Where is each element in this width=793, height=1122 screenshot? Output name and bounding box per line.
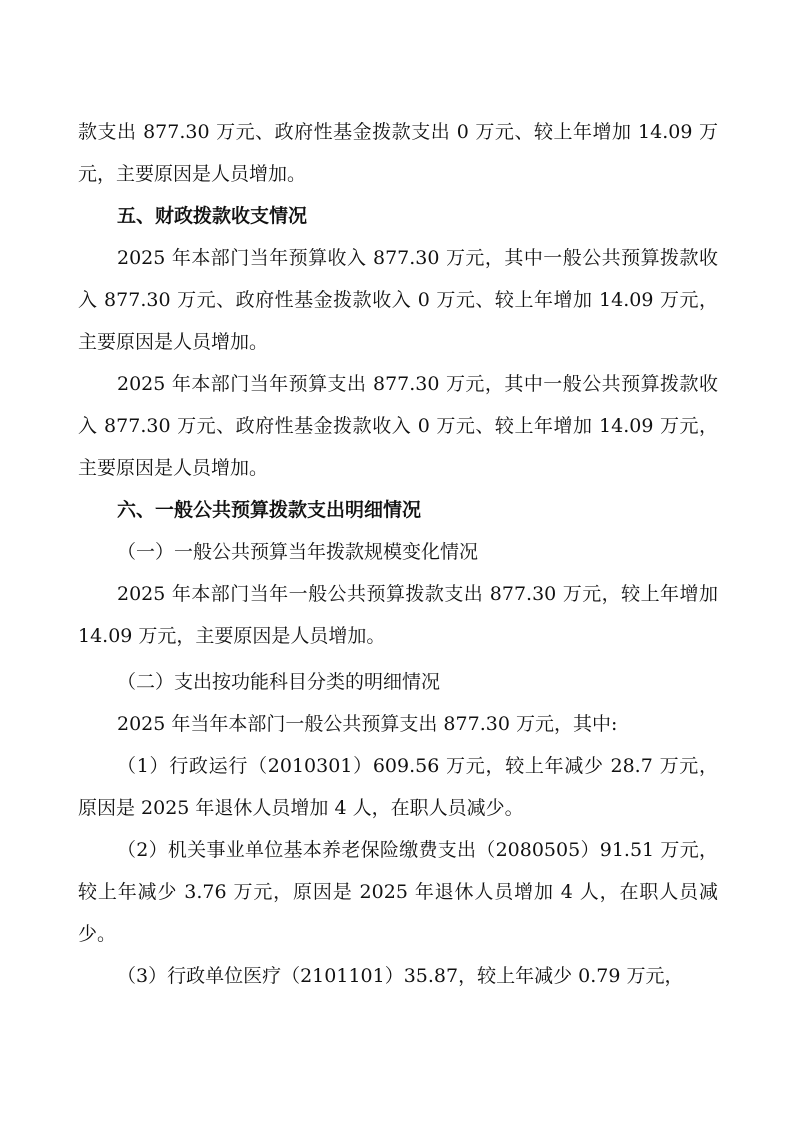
continuation-paragraph: 款支出 877.30 万元、政府性基金拨款支出 0 万元、较上年增加 14.09 万元，主要原因是人员增加。 [78,121,718,185]
list-item-2: （2）机关事业单位基本养老保险缴费支出（2080505）91.51 万元，较上年减少 3.76 万元，原因是 2025 年退休人员增加 4 人，在职人员减少。 [78,839,718,945]
list-item-1: （1）行政运行（2010301）609.56 万元，较上年减少 28.7 万元，原因是 2025 年退休人员增加 4 人，在职人员减少。 [78,755,718,819]
section-heading-6: 六、一般公共预算拨款支出明细情况 [117,499,422,521]
body-paragraph: 2025 年本部门当年预算支出 877.30 万元，其中一般公共预算拨款收入 877.30 万元、政府性基金拨款收入 0 万元、较上年增加 14.09 万元，主要原因是人员增加。 [78,373,718,479]
section-heading-5: 五、财政拨款收支情况 [117,205,308,227]
body-paragraph: 2025 年当年本部门一般公共预算支出 877.30 万元，其中: [117,713,618,735]
document-body [78,111,718,997]
body-paragraph: 2025 年本部门当年一般公共预算拨款支出 877.30 万元，较上年增加 14.09 万元，主要原因是人员增加。 [78,583,718,647]
subheading-2: （二）支出按功能科目分类的明细情况 [117,671,441,693]
list-item-3: （3）行政单位医疗（2101101）35.87，较上年减少 0.79 万元， [117,965,684,987]
subheading-1: （一）一般公共预算当年拨款规模变化情况 [117,541,479,563]
body-paragraph: 2025 年本部门当年预算收入 877.30 万元，其中一般公共预算拨款收入 877.30 万元、政府性基金拨款收入 0 万元、较上年增加 14.09 万元，主要原因是人员增加。 [78,247,718,353]
